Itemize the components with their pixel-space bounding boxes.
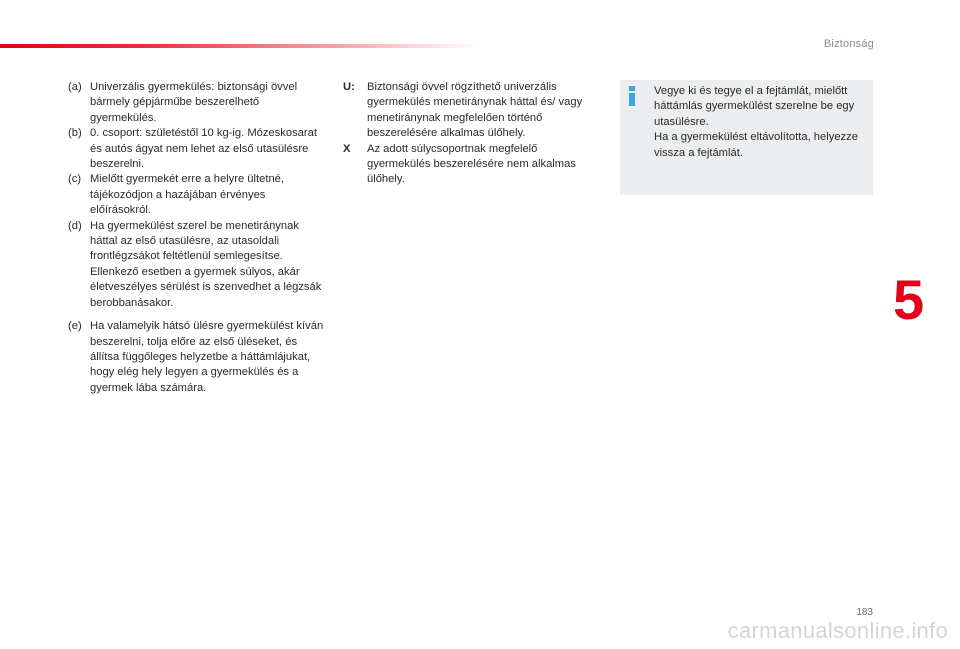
item-text: Mielőtt gyermekét erre a helyre ültetné, tájékozódjon a hazájában érvényes előírásokról. — [90, 173, 285, 217]
item-text: 0. csoport: születéstől 10 kg-ig. Mózeskosarat és autós ágyat nem lehet az első utasülésre beszerelni. — [90, 127, 317, 171]
left-column — [68, 80, 324, 396]
list-item — [68, 172, 324, 218]
item-text: Biztonsági övvel rögzíthető univerzális gyermekülés menetiránynak háttal és/ vagy menetiránynak megfelelően történő beszerelésére alkalmas ülőhely. — [367, 81, 583, 140]
section-title: Biztonság — [823, 38, 874, 50]
item-label: (c) — [68, 173, 82, 186]
list-item — [68, 126, 324, 172]
list-item — [343, 80, 599, 142]
item-text: Ha valamelyik hátsó ülésre gyermekülést kíván beszerelni, tolja előre az első üléseket, és állítsa függőleges helyzetbe a háttámlájukat, hogy elég hely legyen a gyermekülés és a gyermek lába számára. — [90, 320, 324, 394]
item-label: (e) — [68, 320, 82, 333]
list-item — [68, 319, 324, 396]
info-paragraph: Vegye ki és tegye el a fejtámlát, mielőtt háttámlás gyermekülést szerelne be egy utasülésre. — [654, 85, 855, 128]
middle-column — [343, 80, 599, 188]
list-item — [68, 80, 324, 126]
header-accent-bar — [0, 44, 480, 48]
info-box — [620, 80, 873, 195]
item-text: Ha gyermekülést szerel be menetiránynak háttal az első utasülésre, az utasoldali frontlégzsákot feltétlenül semlegesítse. Ellenkező esetben a gyermek súlyos, akár életveszélyes sérülést is szenvedhet a légzsák berobbanásakor. — [90, 219, 322, 309]
info-icon — [626, 86, 638, 106]
item-label: (b) — [68, 127, 82, 140]
item-label: U: — [343, 81, 355, 93]
info-text — [654, 84, 866, 161]
item-text: Univerzális gyermekülés: biztonsági övvel bármely gépjárműbe beszerelhető gyermekülés. — [90, 81, 298, 124]
item-label: (d) — [68, 219, 82, 232]
chapter-number: 5 — [893, 268, 925, 331]
item-label: (a) — [68, 81, 82, 93]
list-item — [343, 142, 599, 188]
info-paragraph: Ha a gyermekülést eltávolította, helyezze vissza a fejtámlát. — [654, 131, 858, 159]
item-label: X — [343, 142, 351, 155]
page-number: 183 — [856, 607, 873, 618]
list-item — [68, 219, 324, 311]
watermark: carmanualsonline.info — [727, 618, 948, 643]
item-text: Az adott súlycsoportnak megfelelő gyermekülés beszerelésére nem alkalmas ülőhely. — [367, 142, 576, 186]
